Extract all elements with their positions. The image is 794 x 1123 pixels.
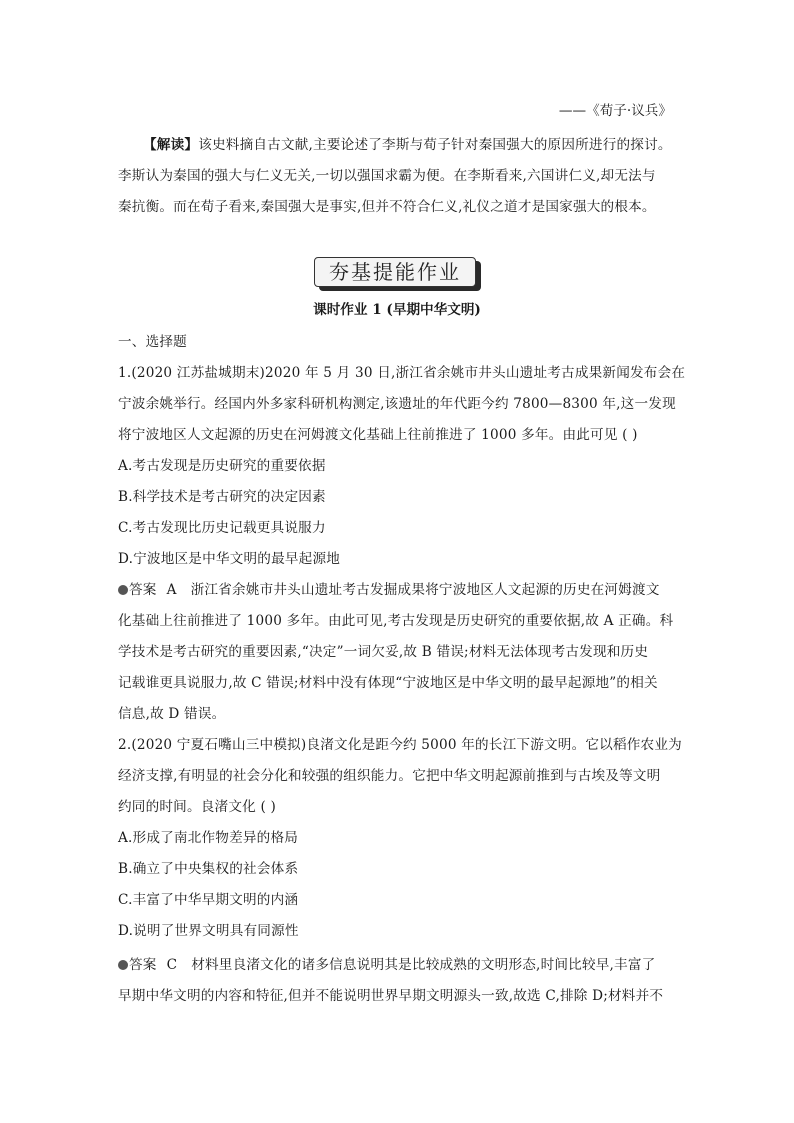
part-title: 一、选择题	[118, 334, 187, 350]
interpretation-line-3: 秦抗衡。而在荀子看来,秦国强大是事实,但并不符合仁义,礼仪之道才是国家强大的根本。	[118, 199, 656, 215]
citation: ——《荀子·议兵》	[558, 103, 672, 119]
q2-answer-line-1: 答案 C 材料里良渚文化的诸多信息说明其是比较成熟的文明形态,时间比较早,丰富了	[118, 955, 678, 975]
interpretation-label: 【解读】	[143, 137, 199, 153]
q1-stem-line-1: 1.(2020 江苏盐城期末)2020 年 5 月 30 日,浙江省余姚市井头山遗址考古成果新闻发布会在	[118, 365, 686, 381]
answer-icon	[118, 960, 128, 970]
q1-option-d: D.宁波地区是中华文明的最早起源地	[118, 551, 341, 567]
interpretation-line-1: 【解读】该史料摘自古文献,主要论述了李斯与荀子针对秦国强大的原因所进行的探讨。	[143, 137, 672, 153]
q2-option-c: C.丰富了中华早期文明的内涵	[118, 892, 299, 908]
q1-option-a: A.考古发现是历史研究的重要依据	[118, 458, 326, 474]
q1-answer-key: A	[166, 582, 177, 598]
section-banner-text: 夯基提能作业	[314, 257, 476, 287]
interpretation-line-2: 李斯认为秦国的强大与仁义无关,一切以强国求霸为便。在李斯看来,六国讲仁义,却无法与	[118, 168, 656, 184]
q1-explanation-line-3: 学技术是考古研究的重要因素,“决定”一词欠妥,故 B 错误;材料无法体现考古发现和历史	[118, 644, 649, 660]
q2-stem-line-1: 2.(2020 宁夏石嘴山三中模拟)良渚文化是距今约 5000 年的长江下游文明。它以稻作农业为	[118, 737, 682, 753]
q2-stem-line-2: 经济支撑,有明显的社会分化和较强的组织能力。它把中华文明起源前推到与古埃及等文明	[118, 768, 661, 784]
lesson-title: 课时作业 1 (早期中华文明)	[313, 302, 481, 318]
q2-option-b: B.确立了中央集权的社会体系	[118, 861, 299, 877]
q2-explanation-line-2: 早期中华文明的内容和特征,但并不能说明世界早期文明源头一致,故选 C,排除 D;材料并不	[118, 988, 664, 1004]
q2-answer-label: 答案	[129, 957, 157, 973]
q1-answer-line-1: 答案 A 浙江省余姚市井头山遗址考古发掘成果将宁波地区人文起源的历史在河姆渡文	[118, 580, 678, 600]
q1-stem-line-3: 将宁波地区人文起源的历史在河姆渡文化基础上往前推进了 1000 多年。由此可见 ( )	[118, 427, 638, 443]
section-banner	[314, 257, 484, 290]
q2-option-d: D.说明了世界文明具有同源性	[118, 923, 299, 939]
q2-stem-line-3: 约同的时间。良渚文化 ( )	[118, 799, 276, 815]
q1-answer-label: 答案	[129, 582, 157, 598]
q1-explanation-line-5: 信息,故 D 错误。	[118, 706, 226, 722]
q1-explanation-line-2: 化基础上往前推进了 1000 多年。由此可见,考古发现是历史研究的重要依据,故 A 正确。科	[118, 613, 674, 629]
answer-icon	[118, 585, 128, 595]
q2-answer-key: C	[166, 957, 178, 973]
q1-stem-line-2: 宁波余姚举行。经国内外多家科研机构测定,该遗址的年代距今约 7800—8300 年,这一发现	[118, 396, 676, 412]
q2-option-a: A.形成了南北作物差异的格局	[118, 830, 299, 846]
q1-option-b: B.科学技术是考古研究的决定因素	[118, 489, 326, 505]
q1-explanation-line-4: 记载谁更具说服力,故 C 错误;材料中没有体现“宁波地区是中华文明的最早起源地”的相关	[118, 675, 658, 691]
q1-option-c: C.考古发现比历史记载更具说服力	[118, 520, 326, 536]
